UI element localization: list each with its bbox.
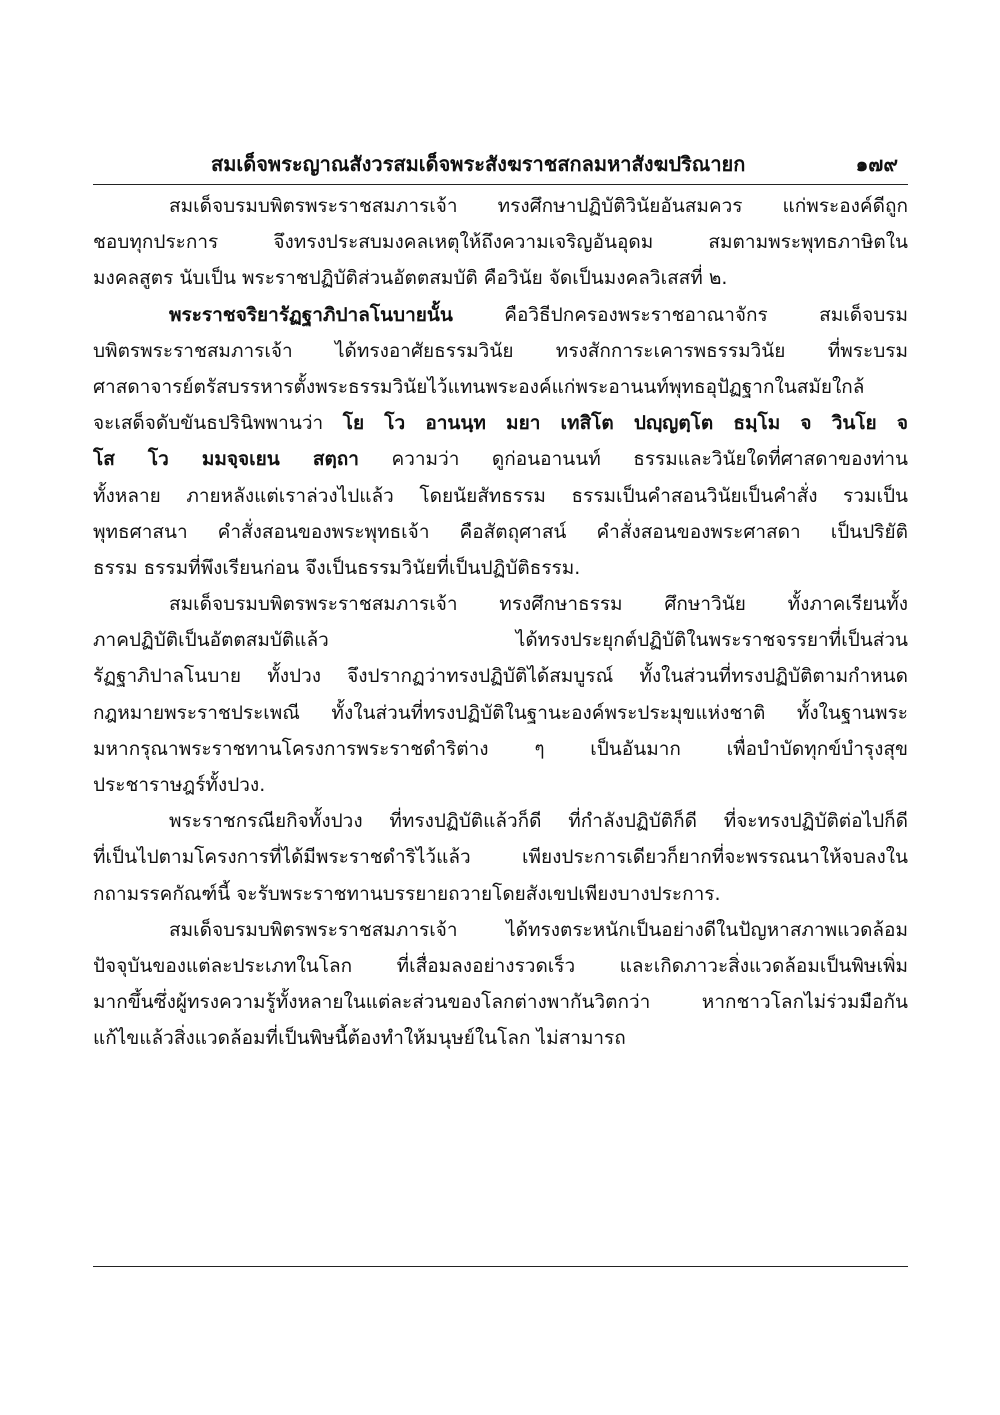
- text-line: ชอบทุกประการ จึงทรงประสบมงคลเหตุให้ถึงความเจริญอันอุดม สมตามพระพุทธภาษิตใน: [93, 231, 908, 254]
- text-line: ทั้งหลาย ภายหลังแต่เราล่วงไปแล้ว โดยนัยสัทธรรม ธรรมเป็นคำสอนวินัยเป็นคำสั่ง รวมเป็น: [93, 484, 908, 507]
- text-line: รัฏฐาภิปาลโนบาย ทั้งปวง จึงปรากฏว่าทรงปฏิบัติได้สมบูรณ์ ทั้งในส่วนที่ทรงปฏิบัติตามกำหนด: [93, 665, 908, 688]
- text-line: ปัจจุบันของแต่ละประเภทในโลก ที่เสื่อมลงอย่างรวดเร็ว และเกิดภาวะสิ่งแวดล้อมเป็นพิษเพิ่ม: [93, 954, 908, 977]
- text-line: แก้ไขแล้วสิ่งแวดล้อมที่เป็นพิษนี้ต้องทำให้มนุษย์ในโลก ไม่สามารถ: [93, 1027, 626, 1050]
- pali-verse: โย โว อานนฺท มยา เทสิโต ปญฺญตฺโต ธมฺโม จ วินโย จ: [342, 412, 908, 435]
- pali-verse: โส โว มมจฺจเยน สตฺถา: [93, 448, 359, 471]
- text-line: จะเสด็จดับขันธปรินิพพานว่า โย โว อานนฺท มยา เทสิโต ปญฺญตฺโต ธมฺโม จ วินโย จ: [93, 412, 908, 435]
- footer-rule: [93, 1266, 908, 1267]
- text-line: สมเด็จบรมบพิตรพระราชสมภารเจ้า ได้ทรงตระหนักเป็นอย่างดีในปัญหาสภาพแวดล้อม: [169, 918, 908, 941]
- text-line: พระราชจริยารัฏฐาภิปาลโนบายนั้น คือวิธีปกครองพระราชอาณาจักร สมเด็จบรม: [169, 303, 908, 326]
- bold-phrase: พระราชจริยารัฏฐาภิปาลโนบายนั้น: [169, 303, 453, 326]
- page-header: [93, 148, 908, 178]
- text-line: ประชาราษฎร์ทั้งปวง.: [93, 774, 266, 796]
- text-line: บพิตรพระราชสมภารเจ้า ได้ทรงอาศัยธรรมวินัย ทรงสักการะเคารพธรรมวินัย ที่พระบรม: [93, 339, 908, 362]
- text-line: ธรรม ธรรมที่พึงเรียนก่อน จึงเป็นธรรมวินัยที่เป็นปฏิบัติธรรม.: [93, 556, 581, 579]
- text-line: สมเด็จบรมบพิตรพระราชสมภารเจ้า ทรงศึกษาธรรม ศึกษาวินัย ทั้งภาคเรียนทั้ง: [169, 593, 908, 616]
- text-line: สมเด็จบรมบพิตรพระราชสมภารเจ้า ทรงศึกษาปฏิบัติวินัยอันสมควร แก่พระองค์ดีถูก: [169, 195, 908, 217]
- text-line: มงคลสูตร นับเป็น พระราชปฏิบัติส่วนอัตตสมบัติ คือวินัย จัดเป็นมงคลวิเสสที่ ๒.: [93, 267, 728, 290]
- text-line: ภาคปฏิบัติเป็นอัตตสมบัติแล้ว ได้ทรงประยุกต์ปฏิบัติในพระราชจรรยาที่เป็นส่วน: [93, 629, 908, 652]
- body-text: [93, 188, 908, 1057]
- page-number: ๑๗๙: [855, 152, 898, 176]
- header-rule: [93, 184, 908, 185]
- text-line: มากขึ้นซึ่งผู้ทรงความรู้ทั้งหลายในแต่ละส่วนของโลกต่างพากันวิตกว่า หากชาวโลกไม่ร่วมมือกัน: [93, 991, 908, 1014]
- text-line: มหากรุณาพระราชทานโครงการพระราชดำริต่าง ๆ เป็นอันมาก เพื่อบำบัดทุกข์บำรุงสุข: [93, 737, 908, 760]
- text-line: ศาสดาจารย์ตรัสบรรหารตั้งพระธรรมวินัยไว้แทนพระองค์แก่พระอานนท์พุทธอุปัฏฐากในสมัยใกล้: [93, 375, 865, 398]
- text-line: กถามรรคกัณฑ์นี้ จะรับพระราชทานบรรยายถวายโดยสังเขปเพียงบางประการ.: [93, 882, 721, 905]
- text-line: พระราชกรณียกิจทั้งปวง ที่ทรงปฏิบัติแล้วก็ดี ที่กำลังปฏิบัติก็ดี ที่จะทรงปฏิบัติต่อไปก็ดี: [169, 810, 908, 833]
- text-line: ที่เป็นไปตามโครงการที่ได้มีพระราชดำริไว้แล้ว เพียงประการเดียวก็ยากที่จะพรรณนาให้จบลงใน: [93, 846, 908, 869]
- header-title: สมเด็จพระญาณสังวรสมเด็จพระสังฆราชสกลมหาสังฆปริณายก: [211, 152, 746, 176]
- text-line: โส โว มมจฺจเยน สตฺถา ความว่า ดูก่อนอานนท์ ธรรมและวินัยใดที่ศาสดาของท่าน: [93, 448, 908, 471]
- text-line: พุทธศาสนา คำสั่งสอนของพระพุทธเจ้า คือสัตถุศาสน์ คำสั่งสอนของพระศาสดา เป็นปริยัติ: [93, 520, 908, 543]
- text-line: กฎหมายพระราชประเพณี ทั้งในส่วนที่ทรงปฏิบัติในฐานะองค์พระประมุขแห่งชาติ ทั้งในฐานพระ: [93, 701, 908, 724]
